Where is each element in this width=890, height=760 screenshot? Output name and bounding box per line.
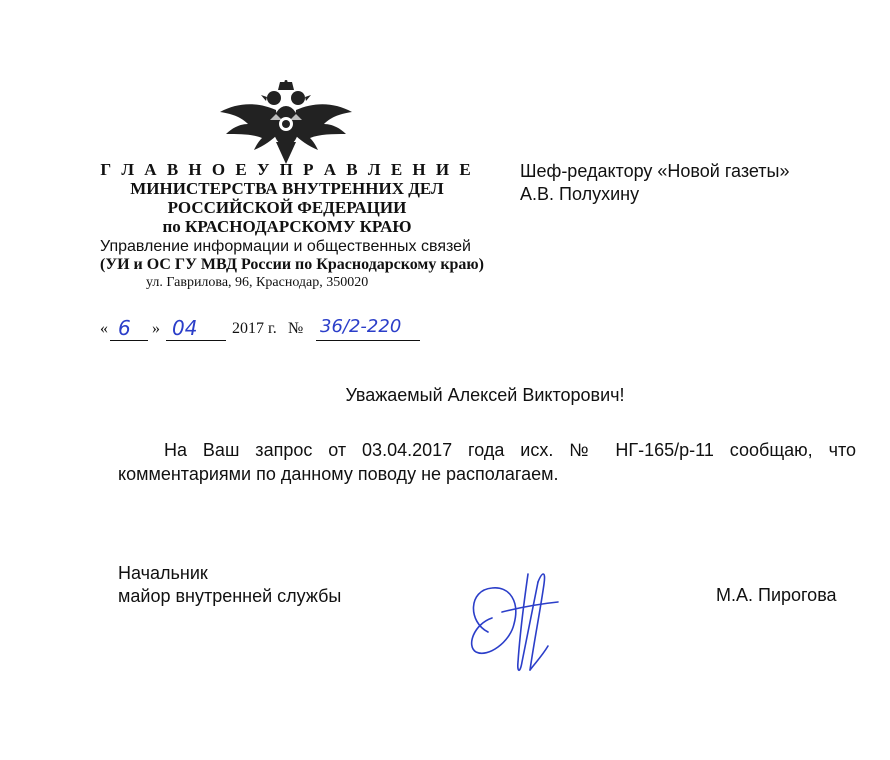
body-line: На Ваш запрос от 03.04.2017 года исх. № НГ-165/р-11 сообщаю, что bbox=[164, 440, 856, 460]
number-sign: № bbox=[288, 320, 304, 337]
recipient-block bbox=[520, 160, 789, 206]
department-abbreviation: (УИ и ОС ГУ МВД России по Краснодарскому краю) bbox=[100, 256, 484, 273]
date-year: 2017 г. bbox=[232, 320, 277, 337]
org-header-line: по КРАСНОДАРСКОМУ КРАЮ bbox=[162, 217, 412, 236]
org-header-line: МИНИСТЕРСТВА ВНУТРЕННИХ ДЕЛ bbox=[130, 179, 444, 198]
greeting: Уважаемый Алексей Викторович! bbox=[345, 385, 625, 405]
signatory-block bbox=[118, 562, 341, 608]
body-line: комментариями по данному поводу не располагаем. bbox=[118, 464, 559, 484]
signatory-rank: майор внутренней службы bbox=[118, 586, 342, 606]
date-open-quote: « bbox=[100, 320, 108, 337]
department-address: ул. Гаврилова, 96, Краснодар, 350020 bbox=[146, 275, 369, 290]
month-underline bbox=[166, 340, 226, 341]
recipient-name: А.В. Полухину bbox=[520, 184, 640, 204]
department-name: Управление информации и общественных связей bbox=[100, 238, 471, 255]
double-headed-eagle-emblem-icon bbox=[218, 80, 354, 166]
date-number-line bbox=[100, 314, 440, 344]
org-header-line: РОССИЙСКОЙ ФЕДЕРАЦИИ bbox=[167, 198, 407, 217]
org-header-line: Г Л А В Н О Е У П Р А В Л Е Н И Е bbox=[100, 160, 474, 179]
document-number-handwritten: 36/2-220 bbox=[320, 316, 402, 337]
signatory-title: Начальник bbox=[118, 563, 208, 583]
recipient-position: Шеф-редактору «Новой газеты» bbox=[520, 161, 790, 181]
signatory-name: М.А. Пирогова bbox=[716, 585, 837, 605]
organization-header bbox=[92, 160, 482, 236]
letter-body bbox=[118, 438, 856, 486]
number-underline bbox=[316, 340, 420, 341]
date-month-handwritten: 04 bbox=[172, 316, 198, 340]
date-close-quote: » bbox=[152, 320, 160, 337]
day-underline bbox=[110, 340, 148, 341]
department-info bbox=[100, 238, 484, 292]
date-day-handwritten: 6 bbox=[118, 316, 131, 340]
handwritten-signature-icon bbox=[458, 562, 578, 682]
